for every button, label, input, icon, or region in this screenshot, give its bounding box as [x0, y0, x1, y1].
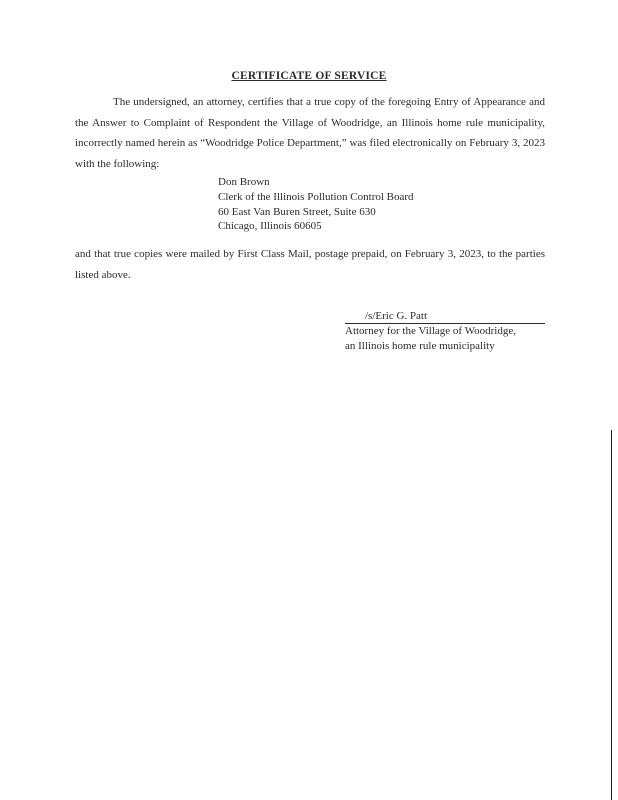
- signature-block: [345, 310, 545, 353]
- scan-edge-line: [611, 430, 612, 800]
- signature-title-line1: Attorney for the Village of Woodridge,: [345, 325, 516, 337]
- recipient-street: 60 East Van Buren Street, Suite 630: [218, 205, 376, 218]
- recipient-name: Don Brown: [218, 176, 270, 188]
- recipient-address: [218, 175, 414, 234]
- signature-title-line2: an Illinois home rule municipality: [345, 339, 495, 352]
- recipient-title: Clerk of the Illinois Pollution Control Board: [218, 190, 414, 203]
- certification-paragraph: The undersigned, an attorney, certifies that a true copy of the foregoing Entry of Appearance and the Answer to Complaint of Respondent the Village of Woodridge, an Illinois home rule municipality, incorrectly named herein as “Woodridge Police Department,” was filed electronically on February 3, 2023 with the following:: [75, 96, 545, 170]
- recipient-city: Chicago, Illinois 60605: [218, 220, 322, 233]
- signature-name: /s/Eric G. Patt: [345, 310, 545, 324]
- mailing-paragraph: and that true copies were mailed by First Class Mail, postage prepaid, on February 3, 2023, to the parties listed above.: [75, 248, 545, 281]
- document-title: CERTIFICATE OF SERVICE: [231, 70, 387, 82]
